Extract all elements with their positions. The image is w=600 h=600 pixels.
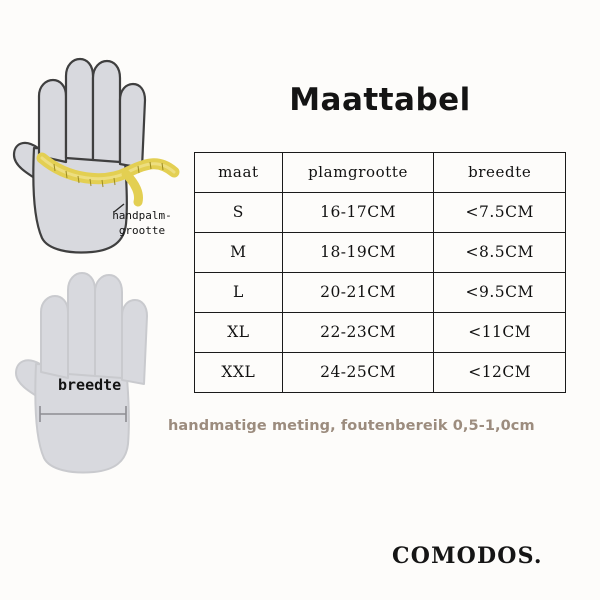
table-cell-size: M <box>195 233 283 273</box>
hand-illustration-palm-circumference <box>8 52 198 272</box>
hand-width-svg <box>14 264 194 484</box>
brand-logo-text: COMODOS. <box>392 543 543 569</box>
table-cell-palm: 18-19CM <box>282 233 434 273</box>
table-header-row <box>195 153 566 193</box>
palm-measure-label-line1: handpalm- <box>112 209 172 222</box>
width-measure-label: breedte <box>58 376 122 394</box>
table-row <box>195 353 566 393</box>
palm-measure-label <box>100 208 184 238</box>
table-cell-width: <12CM <box>434 353 566 393</box>
table-cell-size: S <box>195 193 283 233</box>
table-cell-width: <8.5CM <box>434 233 566 273</box>
table-cell-size: XXL <box>195 353 283 393</box>
table-row <box>195 273 566 313</box>
table-cell-width: <9.5CM <box>434 273 566 313</box>
table-cell-size: XL <box>195 313 283 353</box>
table-cell-width: <7.5CM <box>434 193 566 233</box>
table-row <box>195 233 566 273</box>
table-cell-palm: 16-17CM <box>282 193 434 233</box>
table-cell-width: <11CM <box>434 313 566 353</box>
table-row <box>195 313 566 353</box>
size-table <box>194 152 566 393</box>
table-cell-palm: 22-23CM <box>282 313 434 353</box>
palm-measure-label-line2: grootte <box>118 224 166 237</box>
table-header-cell: plamgrootte <box>282 153 434 193</box>
page-title: Maattabel <box>289 82 471 118</box>
table-header-cell: maat <box>195 153 283 193</box>
table-cell-palm: 24-25CM <box>282 353 434 393</box>
table-header-cell: breedte <box>434 153 566 193</box>
table-row <box>195 193 566 233</box>
table-cell-size: L <box>195 273 283 313</box>
table-cell-palm: 20-21CM <box>282 273 434 313</box>
size-table-wrapper <box>194 152 566 393</box>
measurement-footnote: handmatige meting, foutenbereik 0,5-1,0cm <box>168 418 535 434</box>
